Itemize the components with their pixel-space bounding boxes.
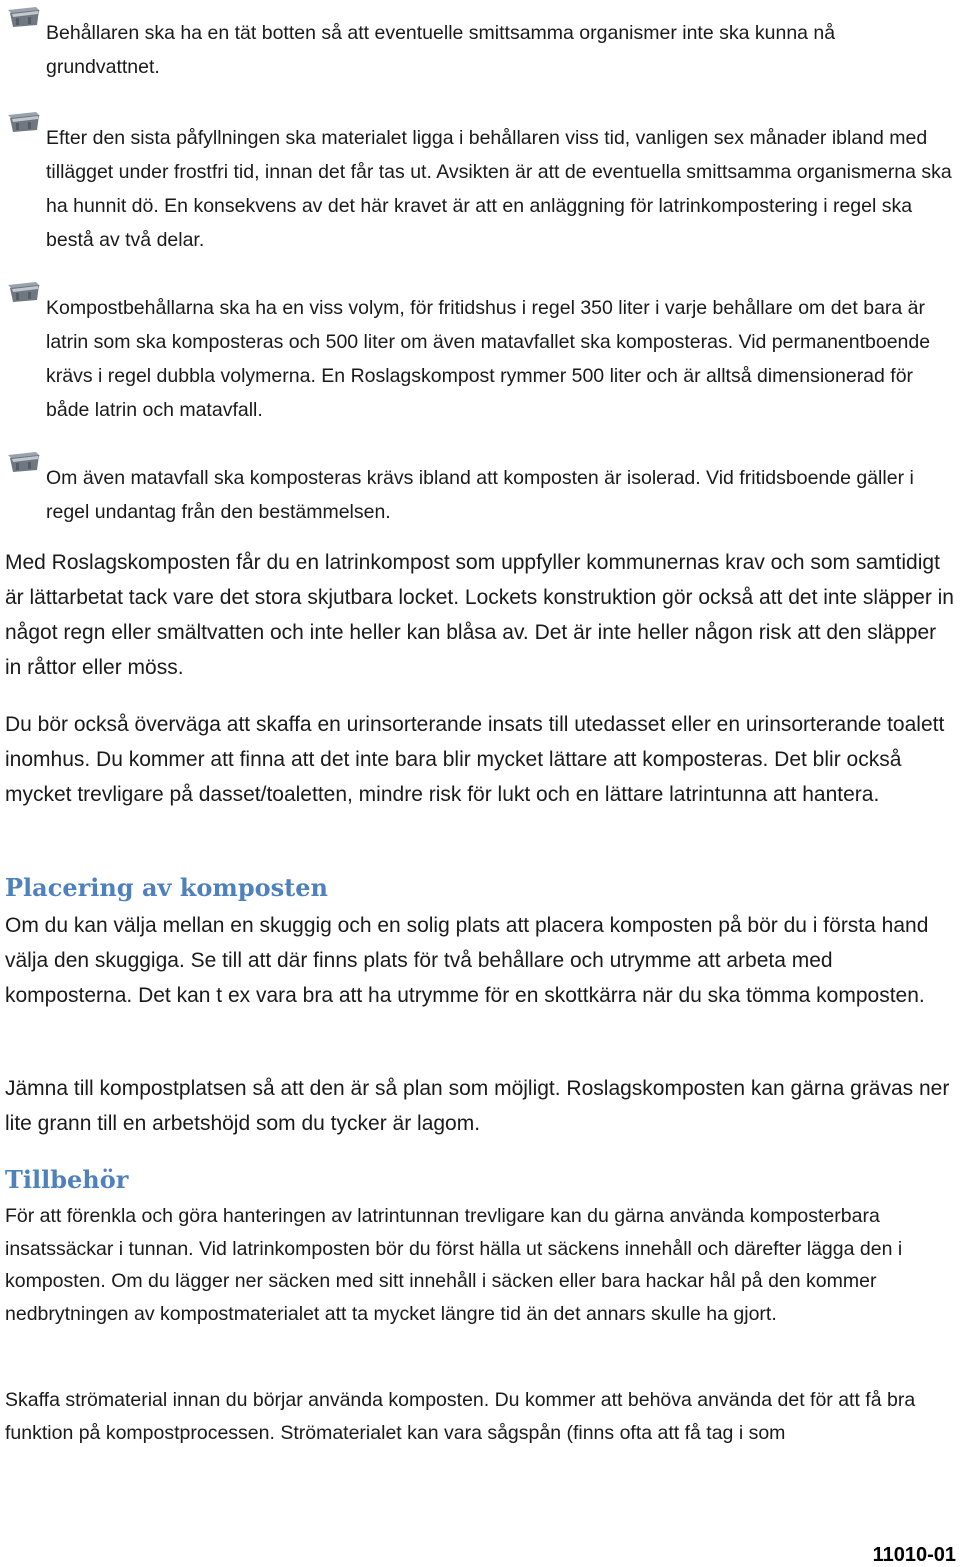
paragraph: För att förenkla och göra hanteringen av latrintunnan trevligare kan du gärna använda komposterbara insatssäckar i tunnan. Vid latrinkomposten bör du först hälla ut säckens innehåll och därefter lägga den i komposten. Om du lägger ner säcken med sitt innehåll i säcken eller bara hackar hål på den kommer nedbrytningen av kompostmaterialet att ta mycket längre tid än det annars skulle ha gjort. [5, 1205, 903, 1325]
compost-bin-icon [6, 4, 42, 28]
bullet-text: Efter den sista påfyllningen ska materialet ligga i behållaren viss tid, vanligen sex månader ibland med tillägget under frostfri tid, innan det får tas ut. Avsikten är att de eventuella smittsamma organismerna ska ha hunnit dö. En konsekvens av det här kravet är att en anläggning för latrinkompostering i regel ska bestå av två delar. [46, 127, 952, 251]
paragraph: Jämna till kompostplatsen så att den är så plan som möjligt. Roslagskomposten kan gärna grävas ner lite grann till en arbetshöjd som du tycker är lagom. [5, 1077, 950, 1135]
section-heading: Tillbehör [5, 1165, 129, 1194]
bullet-text: Behållaren ska ha en tät botten så att eventuelle smittsamma organismer inte ska kunna nå grundvattnet. [46, 22, 836, 78]
paragraph: Om du kan välja mellan en skuggig och en solig plats att placera komposten på bör du i första hand välja den skuggiga. Se till att där finns plats för två behållare och utrymme att arbeta med komposterna. Det kan t ex vara bra att ha utrymme för en skottkärra när du ska tömma komposten. [5, 914, 929, 1007]
document-code: 11010-01 [872, 1544, 956, 1566]
bullet-text: Kompostbehållarna ska ha en viss volym, för fritidshus i regel 350 liter i varje behållare om det bara är latrin som ska komposteras och 500 liter om även matavfallet ska komposteras. Vid permanentboende krävs i regel dubbla volymerna. En Roslagskompost rymmer 500 liter och är alltså dimensionerad för både latrin och matavfall. [46, 297, 931, 421]
bullet-text: Om även matavfall ska komposteras krävs ibland att komposten är isolerad. Vid fritidsboende gäller i regel undantag från den bestämmelsen. [46, 467, 914, 523]
paragraph: Du bör också överväga att skaffa en urinsorterande insats till utedasset eller en urinsorterande toalett inomhus. Du kommer att finna att det inte bara blir mycket lättare att komposteras. Det blir också mycket trevligare på dasset/toaletten, mindre risk för lukt och en lättare latrintunna att hantera. [5, 713, 945, 806]
compost-bin-icon [6, 109, 42, 133]
paragraph: Med Roslagskomposten får du en latrinkompost som uppfyller kommunernas krav och som samtidigt är lättarbetat tack vare det stora skjutbara locket. Lockets konstruktion gör också att det inte släpper in något regn eller smältvatten och inte heller kan blåsa av. Det är inte heller någon risk att den släpper in råttor eller möss. [5, 551, 954, 679]
paragraph: Skaffa strömaterial innan du börjar använda komposten. Du kommer att behöva använda det för att få bra funktion på kompostprocessen. Strömaterialet kan vara sågspån (finns ofta att få tag i som [5, 1389, 916, 1444]
compost-bin-icon [6, 449, 42, 473]
compost-bin-icon [6, 279, 42, 303]
section-heading: Placering av komposten [5, 873, 328, 902]
